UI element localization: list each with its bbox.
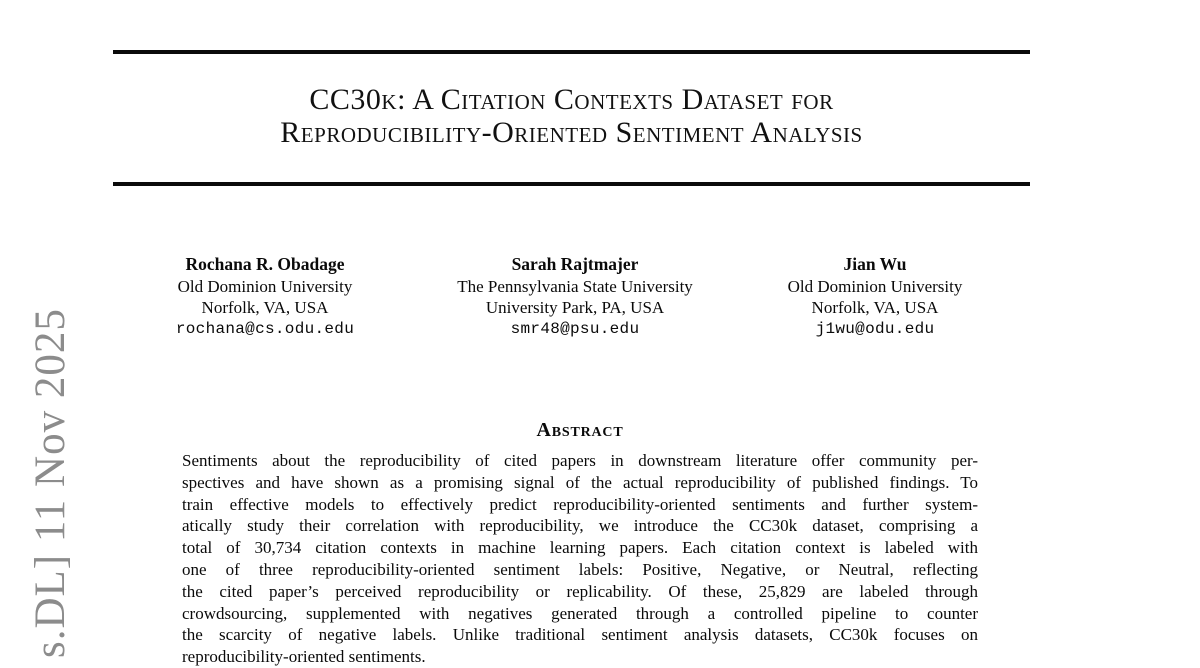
author-email: smr48@psu.edu: [510, 319, 640, 338]
paper-title-line-2: Reproducibility-Oriented Sentiment Analysis: [280, 116, 863, 149]
abstract-body: [182, 450, 978, 668]
abstract-line: one of three reproducibility-oriented sentiment labels: Positive, Negative, or Neutral, reflecting: [182, 559, 978, 579]
author-name: Sarah Rajtmajer: [511, 254, 639, 274]
author-affiliation: The Pennsylvania State University: [457, 276, 693, 296]
paper-title: [113, 83, 1030, 149]
author-affiliation: Old Dominion University: [177, 276, 353, 296]
author-email: j1wu@odu.edu: [815, 319, 935, 338]
author-location: Norfolk, VA, USA: [811, 298, 939, 317]
abstract-line: the cited paper’s perceived reproducibility or replicability. Of these, 25,829 are labeled through: [182, 581, 978, 601]
author-name: Rochana R. Obadage: [185, 254, 345, 274]
author-email: rochana@cs.odu.edu: [175, 319, 355, 338]
author-affiliation: Old Dominion University: [787, 276, 963, 296]
abstract-line-partial: reproducibility-oriented sentiments.: [182, 647, 426, 667]
author-location: University Park, PA, USA: [485, 298, 665, 317]
abstract-line: crowdsourcing, supplemented with negatives generated through a controlled pipeline to counter: [182, 603, 978, 623]
author-location: Norfolk, VA, USA: [201, 298, 329, 317]
abstract-line: total of 30,734 citation contexts in machine learning papers. Each citation context is labeled with: [182, 538, 978, 558]
abstract-line: spectives and have shown as a promising signal of the actual reproducibility of published findings. To: [182, 472, 978, 492]
abstract-line: the scarcity of negative labels. Unlike traditional sentiment analysis datasets, CC30k focuses on: [182, 625, 978, 645]
title-rule-top: [113, 50, 1030, 54]
author-name: Jian Wu: [843, 254, 907, 274]
title-rule-bottom: [113, 182, 1030, 186]
abstract-line: atically study their correlation with reproducibility, we introduce the CC30k dataset, comprising a: [182, 516, 978, 536]
author-block-2: [415, 254, 735, 340]
abstract-line: train effective models to effectively predict reproducibility-oriented sentiments and further system-: [182, 494, 978, 514]
paper-title-line-1: CC30k: A Citation Contexts Dataset for: [309, 83, 834, 116]
abstract-heading: Abstract: [536, 419, 624, 441]
arxiv-stamp-watermark: s.DL] 11 Nov 2025: [27, 308, 74, 658]
author-block-3: [755, 254, 995, 340]
abstract-line: Sentiments about the reproducibility of cited papers in downstream literature offer community per-: [182, 451, 978, 470]
author-block-1: [140, 254, 390, 340]
